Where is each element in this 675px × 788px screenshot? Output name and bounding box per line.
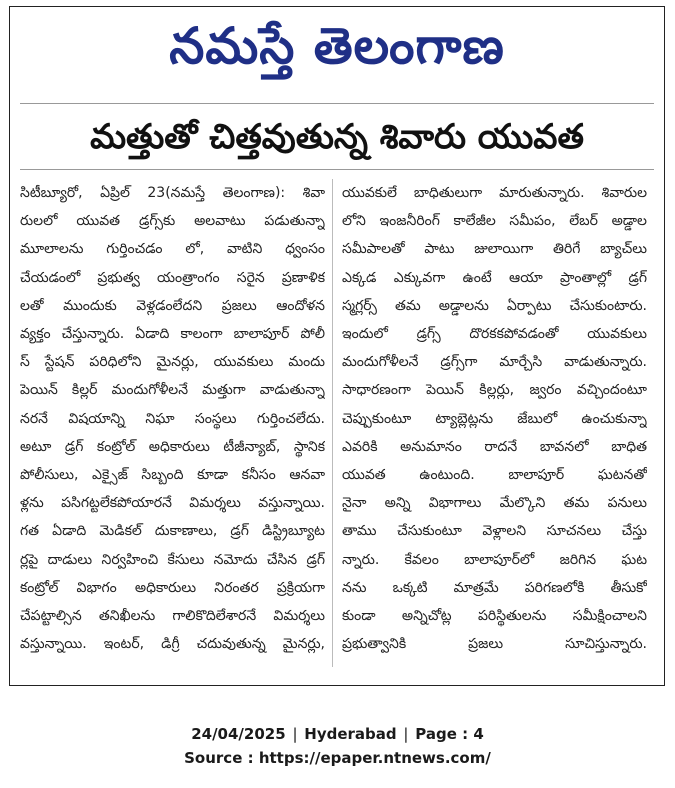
article-line: నైనా అన్ని విభాగాలు మేల్కొని తమ పనులు <box>342 495 647 512</box>
article-line: స్ స్టేషన్ పరిధిలోని మైనర్లు, యువకులు మందు <box>20 354 325 371</box>
news-clipping <box>9 6 665 686</box>
left-column <box>20 179 325 658</box>
article-line: చేపట్టాల్సిన తనిఖీలను గాలికొదిలేశారనే విమర్శలు <box>20 608 325 625</box>
masthead-logo: నమస్తే తెలంగాణ <box>169 17 505 75</box>
article-line: లతో ముందుకు వెళ్లడంలేదని ప్రజలు ఆందోళన <box>20 297 325 314</box>
footer-source: Source : https://epaper.ntnews.com/ <box>184 749 491 767</box>
article-line: తాము చేసుకుంటూ వెళ్లాలని సూచనలు చేస్తు <box>342 523 647 540</box>
masthead-divider <box>20 103 654 104</box>
footer-separator: | <box>292 725 298 743</box>
article-line: గత ఏడాది మెడికల్ దుకాణాలు, డ్రగ్ డిస్ట్రిబ్యూట <box>20 523 325 540</box>
footer-meta-line <box>0 722 675 746</box>
article-line: యువకులే బాధితులుగా మారుతున్నారు. శివారుల <box>342 185 647 201</box>
article-line: ఇందులో డ్రగ్స్ దొరకకపోవడంతో యువకులు <box>342 326 647 343</box>
headline-divider <box>20 169 654 170</box>
article-line: నరనే విషయాన్ని నిఘా సంస్థలు గుర్తించలేదు. <box>20 410 325 427</box>
article-line: రులలో యువత డ్రగ్స్‌కు అలవాటు పడుతున్నా <box>20 213 325 230</box>
article-line: వస్తున్నాయి. ఇంటర్, డిగ్రీ చదువుతున్న మైనర్లు, <box>20 636 325 653</box>
article-line: ఎవరికి అనుమానం రాదనే బావనలో బాధిత <box>342 438 647 455</box>
footer-city: Hyderabad <box>304 725 397 743</box>
article-line: కుండా అన్నిచోట్ల పరిస్థితులను సమీక్షించాలని <box>342 608 647 625</box>
footer-separator: | <box>403 725 409 743</box>
article-line: ప్రభుత్వానికి ప్రజలు సూచిస్తున్నారు. <box>342 636 647 653</box>
article-line: ర్లపై దాడులు నిర్వహించి కేసులు నమోదు చేసిన డ్రగ్ <box>20 551 325 568</box>
article-line: కంట్రోల్ విభాగం అధికారులు నిరంతర ప్రక్రియగా <box>20 579 325 596</box>
article-line: అటూ డ్రగ్ కంట్రోల్ అధికారులు టీజీన్యాబ్, స్థానిక <box>20 438 325 455</box>
article-line: సిటీబ్యూరో, ఏప్రిల్ 23(నమస్తే తెలంగాణ): శివా <box>20 185 325 201</box>
article-line: ళ్లను పసిగట్టలేకపోయారనే విమర్శలు వస్తున్నాయి. <box>20 495 325 512</box>
article-headline: మత్తుతో చిత్తవుతున్న శివారు యువత <box>90 117 584 157</box>
page-footer <box>0 722 675 770</box>
article-line: నను ఒక్కటి మాత్రమే పరిగణలోకి తీసుకో <box>342 579 647 596</box>
article-line: చేయడంలో ప్రభుత్వ యంత్రాంగం సరైన ప్రణాళిక <box>20 269 325 286</box>
footer-date: 24/04/2025 <box>191 725 286 743</box>
article-line: న్నారు. కేవలం బాలాపూర్‌లో జరిగిన ఘట <box>342 551 647 568</box>
right-column <box>342 179 647 658</box>
article-line: చెప్పుకుంటూ ట్యాబ్లెట్లను జేబులో ఉంచుకున్నా <box>342 410 647 427</box>
article-line: వ్యక్తం చేస్తున్నారు. ఏడాది కాలంగా బాలాపూర్ పోలీ <box>20 326 325 343</box>
article-body <box>10 179 664 677</box>
article-line: యువత ఉంటుంది. బాలాపూర్ ఘటనతో <box>342 467 647 484</box>
article-line: పెయిన్ కిల్లర్ మందుగోళీలనే మత్తుగా వాడుతున్నా <box>20 382 325 399</box>
column-divider <box>332 179 333 667</box>
article-line: సమీపాలతో పాటు జులాయిగా తిరిగే బ్యాచ్‌లు <box>342 241 647 258</box>
article-line: పోలీసులు, ఎక్సైజ్ సిబ్బంది కూడా కనీసం ఆనవా <box>20 467 325 484</box>
article-line: స్మగ్లర్స్ తమ అడ్డాలను ఏర్పాటు చేసుకుంటారు. <box>342 297 647 314</box>
footer-page: Page : 4 <box>415 725 484 743</box>
article-line: ఎక్కడ ఎక్కువగా ఉంటే ఆయా ప్రాంతాల్లో డ్రగ్ <box>342 269 647 286</box>
article-line: మూలాలను గుర్తించడం లో, వాటిని ధ్వంసం <box>20 241 325 258</box>
article-line: సాధారణంగా పెయిన్ కిల్లర్లు, జ్వరం వచ్చిందంటూ <box>342 382 647 399</box>
article-line: లోని ఇంజనీరింగ్ కాలేజీల సమీపం, లేబర్ అడ్డాల <box>342 213 647 230</box>
article-line: మందుగోళీలనే డ్రగ్స్‌గా మార్చేసి వాడుతున్నారు. <box>342 354 647 371</box>
